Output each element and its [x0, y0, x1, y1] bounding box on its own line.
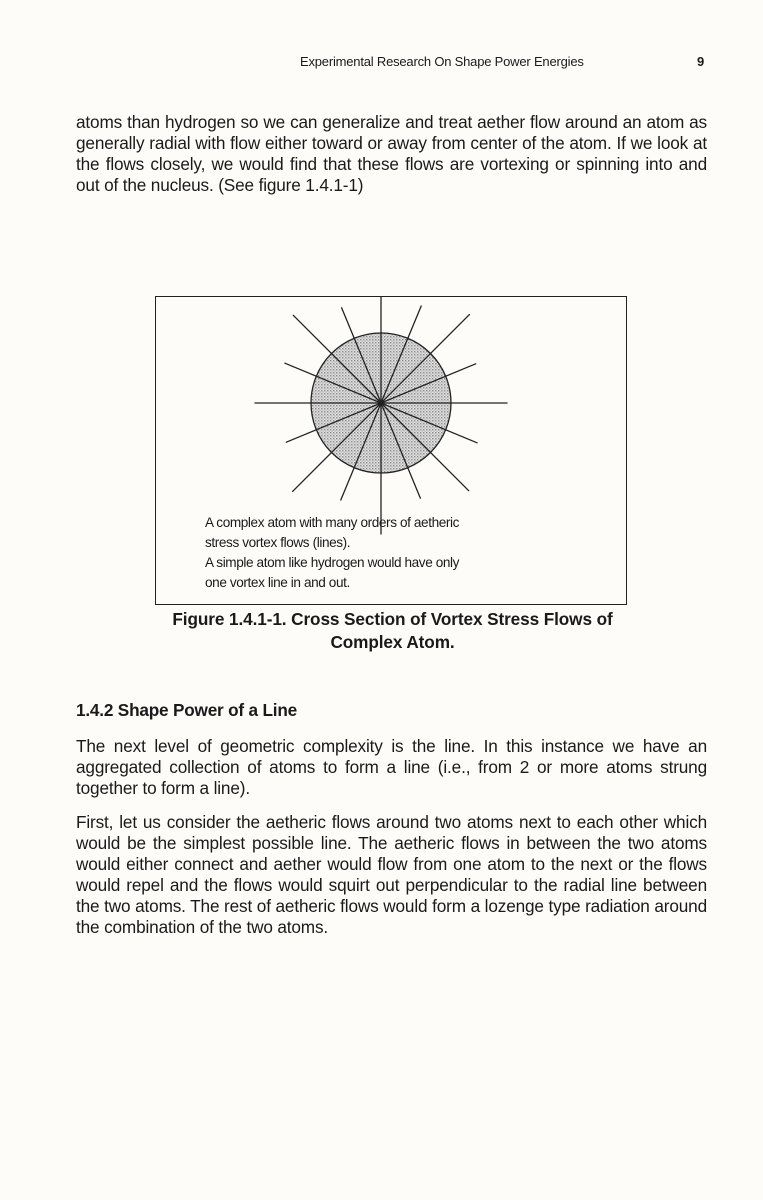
- figure-caption: [120, 608, 665, 654]
- inset-line-4: one vortex line in and out.: [205, 575, 350, 590]
- section-paragraph-1: The next level of geometric complexity is the line. In this instance we have an aggregated collection of atoms to form a line (i.e., from 2 or more atoms strung together to form a line).: [76, 736, 707, 798]
- section-heading: 1.4.2 Shape Power of a Line: [76, 700, 297, 720]
- vortex-lines: [255, 297, 507, 534]
- caption-line-2: Complex Atom.: [330, 632, 455, 652]
- running-head: Experimental Research On Shape Power Energies: [300, 54, 584, 69]
- intro-paragraph: atoms than hydrogen so we can generalize and treat aether flow around an atom as generally radial with flow either toward or away from center of the atom. If we look at the flows closely, we would find that these flows are vortexing or spinning into and out of the nucleus. (See figure 1.4.1-1): [76, 112, 707, 195]
- page-number: 9: [697, 54, 705, 69]
- figure-box: [155, 296, 627, 605]
- figure-inset-text: [205, 513, 625, 593]
- inset-line-2: stress vortex flows (lines).: [205, 535, 351, 550]
- caption-line-1: Figure 1.4.1-1. Cross Section of Vortex Stress Flows of: [172, 609, 613, 629]
- inset-line-1: A complex atom with many orders of aetheric: [205, 515, 460, 530]
- inset-line-3: A simple atom like hydrogen would have only: [205, 555, 460, 570]
- section-paragraph-2: First, let us consider the aetheric flows around two atoms next to each other which would be the simplest possible line. The aetheric flows in between the two atoms would either connect and aether would flow from one atom to the next or the flows would repel and the flows would squirt out perpendicular to the radial line between the two atoms. The rest of aetheric flows would form a lozenge type radiation around the combination of the two atoms.: [76, 812, 707, 937]
